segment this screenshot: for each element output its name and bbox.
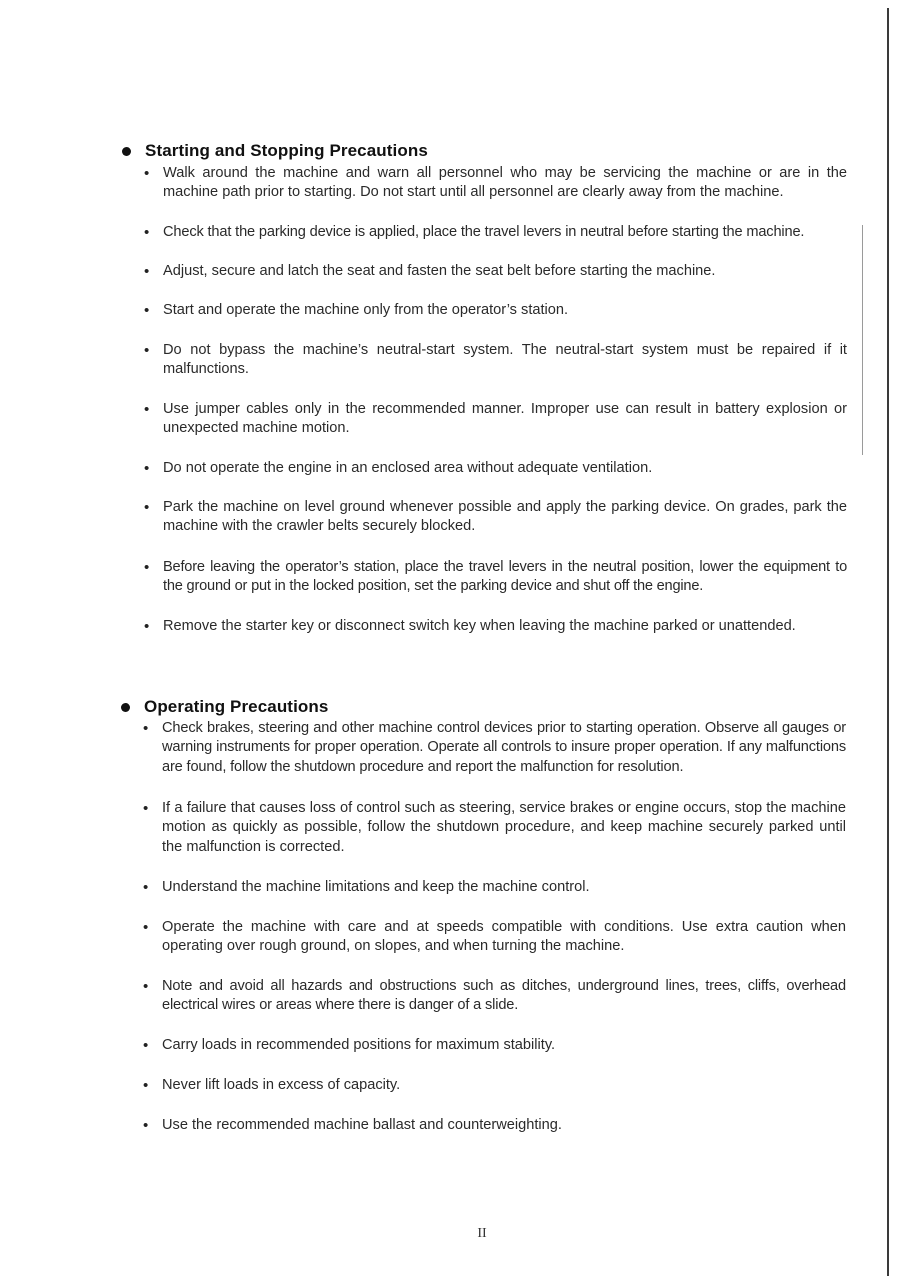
section-heading bbox=[121, 697, 328, 717]
bullet-icon: • bbox=[143, 720, 149, 737]
heading-bullet-icon bbox=[122, 147, 131, 156]
page-edge-mark bbox=[862, 225, 863, 455]
page-number: II bbox=[477, 1226, 487, 1241]
bullet-icon: • bbox=[144, 342, 150, 359]
bullet-icon: • bbox=[143, 1117, 149, 1134]
list-item-text: Use the recommended machine ballast and counterweighting. bbox=[162, 1117, 562, 1133]
bullet-icon: • bbox=[143, 1077, 149, 1094]
list-item-text: Walk around the machine and warn all personnel who may be servicing the machine or are in the machine path prior to starting. Do not start until all personnel are clearly away from the machine. bbox=[163, 165, 847, 201]
list-item-text: Never lift loads in excess of capacity. bbox=[162, 1077, 401, 1093]
section-title: Operating Precautions bbox=[144, 697, 329, 716]
bullet-icon: • bbox=[144, 224, 150, 241]
list-item-text: Do not operate the engine in an enclosed area without adequate ventilation. bbox=[163, 460, 653, 476]
section-title: Starting and Stopping Precautions bbox=[145, 141, 428, 160]
list-item-text: Park the machine on level ground whenever possible and apply the parking device. On grades, park the machine with the crawler belts securely blocked. bbox=[163, 499, 847, 535]
section-heading bbox=[122, 141, 428, 161]
list-item-text: Check that the parking device is applied, place the travel levers in neutral before starting the machine. bbox=[163, 224, 805, 240]
bullet-icon: • bbox=[144, 499, 150, 516]
bullet-icon: • bbox=[144, 401, 150, 418]
page-edge-line bbox=[887, 8, 889, 1276]
list-item-text: Understand the machine limitations and keep the machine control. bbox=[162, 879, 590, 895]
bullet-icon: • bbox=[143, 879, 149, 896]
list-item-text: Use jumper cables only in the recommended manner. Improper use can result in battery explosion or unexpected machine motion. bbox=[163, 401, 847, 437]
bullet-icon: • bbox=[144, 302, 150, 319]
list-item-text: Before leaving the operator’s station, place the travel levers in the neutral position, lower the equipment to the ground or put in the locked position, set the parking device and shut off the engine. bbox=[163, 559, 847, 595]
bullet-icon: • bbox=[143, 978, 149, 995]
heading-bullet-icon bbox=[121, 703, 130, 712]
bullet-icon: • bbox=[144, 263, 150, 280]
list-item-text: Check brakes, steering and other machine control devices prior to starting operation. Observe all gauges or warning instruments for proper operation. Operate all controls to insure proper operation. If any malfunctions are found, follow the shutdown procedure and report the malfunction for resolution. bbox=[162, 720, 846, 775]
list-item-text: Note and avoid all hazards and obstructions such as ditches, underground lines, trees, cliffs, overhead electrical wires or areas where there is danger of a slide. bbox=[162, 978, 846, 1014]
bullet-icon: • bbox=[143, 800, 149, 817]
bullet-icon: • bbox=[144, 618, 150, 635]
list-item-text: If a failure that causes loss of control such as steering, service brakes or engine occurs, stop the machine motion as quickly as possible, follow the shutdown procedure, and keep machine securely parked until the malfunction is corrected. bbox=[162, 800, 846, 855]
list-item-text: Remove the starter key or disconnect switch key when leaving the machine parked or unattended. bbox=[163, 618, 796, 634]
list-item-text: Do not bypass the machine’s neutral-start system. The neutral-start system must be repaired if it malfunctions. bbox=[163, 342, 847, 378]
list-item-text: Carry loads in recommended positions for maximum stability. bbox=[162, 1037, 556, 1053]
bullet-icon: • bbox=[144, 165, 150, 182]
bullet-icon: • bbox=[143, 919, 149, 936]
list-item-text: Adjust, secure and latch the seat and fasten the seat belt before starting the machine. bbox=[163, 263, 716, 279]
list-item-text: Operate the machine with care and at speeds compatible with conditions. Use extra caution when operating over rough ground, on slopes, and when turning the machine. bbox=[162, 919, 846, 955]
bullet-icon: • bbox=[144, 559, 150, 576]
bullet-icon: • bbox=[144, 460, 150, 477]
bullet-icon: • bbox=[143, 1037, 149, 1054]
list-item-text: Start and operate the machine only from the operator’s station. bbox=[163, 302, 569, 318]
